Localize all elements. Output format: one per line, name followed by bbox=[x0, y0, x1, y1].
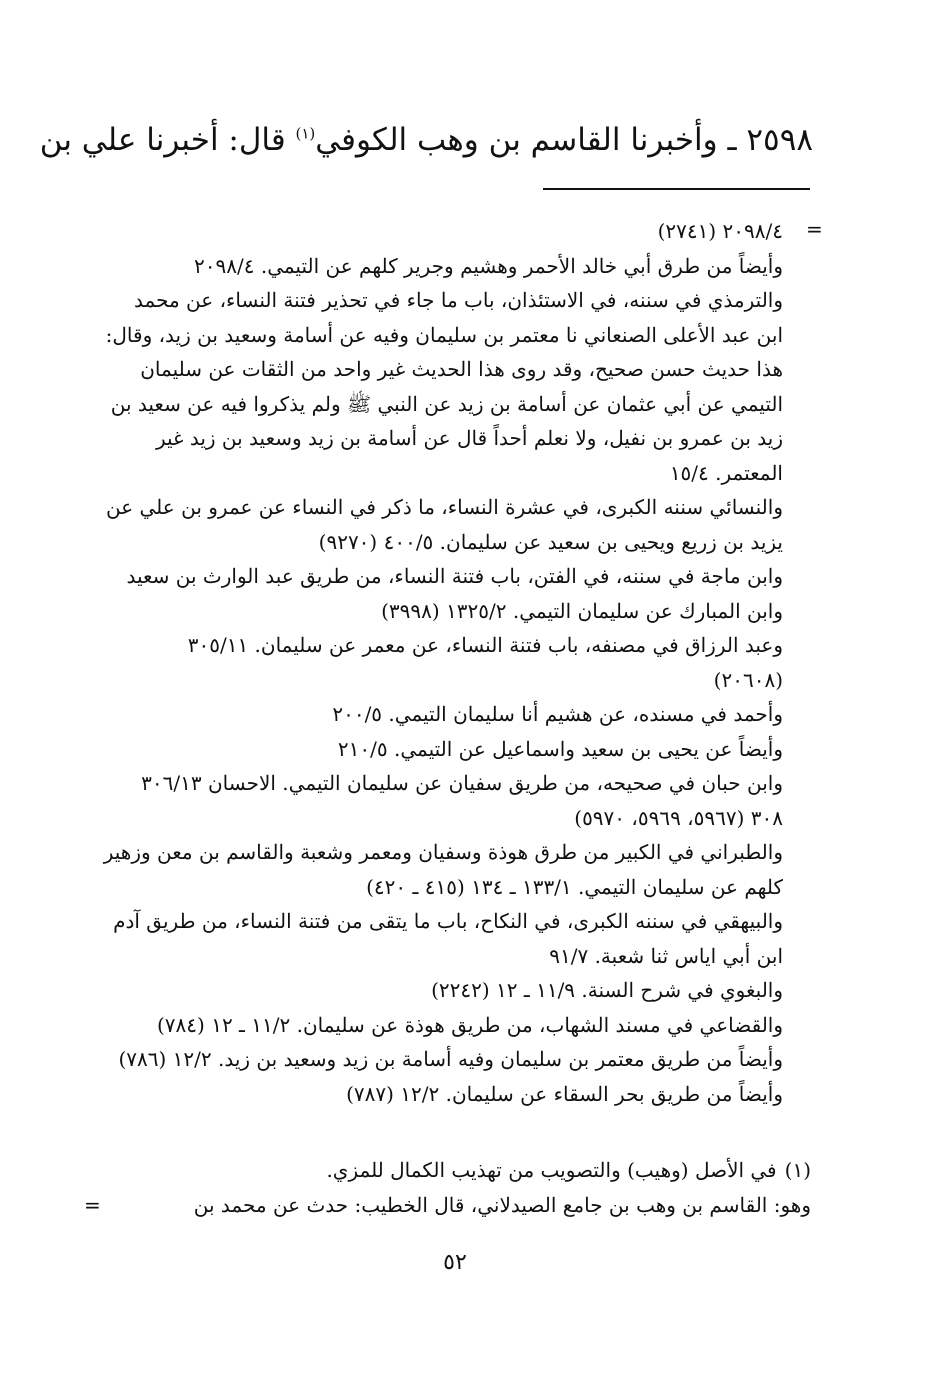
footnote-continuation-mark: = bbox=[84, 1193, 101, 1217]
text-line: والبيهقي في سننه الكبرى، في النكاح، باب ما يتقى من فتنة النساء، من طريق آدم bbox=[113, 909, 783, 933]
text-line: وأيضاً من طرق أبي خالد الأحمر وهشيم وجرير كلهم عن التيمي. ٢٠٩٨/٤ bbox=[194, 253, 783, 278]
text-line: وأحمد في مسنده، عن هشيم أنا سليمان التيمي. ٢٠٠/٥ bbox=[332, 702, 783, 726]
text-line: المعتمر. ١٥/٤ bbox=[669, 460, 783, 485]
text-line: وأيضاً من طريق معتمر بن سليمان وفيه أسامة بن زيد وسعيد بن زيد. ١٢/٢ (٧٨٦) bbox=[118, 1047, 783, 1071]
footnote-text: في الأصل (وهيب) والتصويب من تهذيب الكمال للمزي. bbox=[326, 1158, 777, 1182]
text-line: والطبراني في الكبير من طرق هوذة وسفيان ومعمر وشعبة والقاسم بن معن وزهير bbox=[103, 840, 783, 864]
text-line: كلهم عن سليمان التيمي. ١٣٣/١ ـ ١٣٤ (٤١٥ ـ ٤٢٠) bbox=[366, 874, 783, 899]
footnote-continuation-block bbox=[103, 214, 783, 1111]
page-number: ٥٢ bbox=[443, 1250, 467, 1275]
text-line: وابن حبان في صحيحه، من طريق سفيان عن سليمان التيمي. الاحسان ٣٠٦/١٣ bbox=[141, 771, 783, 795]
text-line: ابن عبد الأعلى الصنعاني نا معتمر بن سليمان وفيه عن أسامة وسعيد بن زيد، وقال: bbox=[105, 322, 783, 347]
text-line: يزيد بن زريع ويحيى بن سعيد عن سليمان. ٤٠٠/٥ (٩٢٧٠) bbox=[318, 529, 783, 554]
text-line: هذا حديث حسن صحيح، وقد روى هذا الحديث غير واحد من الثقات عن سليمان bbox=[140, 357, 783, 381]
text-line: ابن أبي اياس ثنا شعبة. ٩١/٧ bbox=[549, 943, 783, 968]
text-line: التيمي عن أبي عثمان عن أسامة بن زيد عن النبي ﷺ ولم يذكروا فيه عن سعيد بن bbox=[110, 391, 783, 416]
text-line: وابن ماجة في سننه، في الفتن، باب فتنة النساء، من طريق عبد الوارث بن سعيد bbox=[126, 564, 783, 588]
heading-tail: قال: أخبرنا علي بن bbox=[39, 122, 296, 158]
hadith-heading bbox=[39, 118, 813, 162]
footnote-marker: (١) bbox=[784, 1158, 811, 1182]
separator-rule bbox=[543, 188, 810, 190]
text-line: ٣٠٨ (٥٩٦٧، ٥٩٦٩، ٥٩٧٠) bbox=[574, 805, 783, 830]
text-line: وابن المبارك عن سليمان التيمي. ١٣٢٥/٢ (٣٩٩٨) bbox=[381, 598, 783, 623]
text-line: وأيضاً من طريق بحر السقاء عن سليمان. ١٢/٢ (٧٨٧) bbox=[346, 1081, 783, 1106]
text-line: ٢٠٩٨/٤ (٢٧٤١) bbox=[657, 219, 783, 243]
heading-text: ٢٥٩٨ ـ وأخبرنا القاسم بن وهب الكوفي bbox=[315, 122, 813, 158]
text-line: وأيضاً عن يحيى بن سعيد واسماعيل عن التيمي. ٢١٠/٥ bbox=[337, 736, 783, 761]
footnote-1-line-2: وهو: القاسم بن وهب بن جامع الصيدلاني، قال الخطيب: حدث عن محمد بن bbox=[193, 1193, 811, 1217]
text-line: وعبد الرزاق في مصنفه، باب فتنة النساء، عن معمر عن سليمان. ٣٠٥/١١ bbox=[187, 633, 783, 657]
text-line: (٢٠٦٠٨) bbox=[713, 667, 783, 692]
footnotes bbox=[121, 1153, 811, 1223]
text-line: والقضاعي في مسند الشهاب، من طريق هوذة عن سليمان. ١١/٢ ـ ١٢ (٧٨٤) bbox=[156, 1012, 783, 1037]
continuation-mark: = bbox=[806, 217, 823, 241]
text-line: والبغوي في شرح السنة. ١١/٩ ـ ١٢ (٢٢٤٢) bbox=[431, 978, 783, 1002]
text-line: والنسائي سننه الكبرى، في عشرة النساء، ما ذكر في النساء عن عمرو بن علي عن bbox=[106, 495, 783, 519]
text-line: زيد بن عمرو بن نفيل، ولا نعلم أحداً قال عن أسامة بن زيد وسعيد بن زيد غير bbox=[155, 426, 783, 450]
footnote-reference: (١) bbox=[295, 124, 316, 143]
text-line: والترمذي في سننه، في الاستئذان، باب ما جاء في تحذير فتنة النساء، عن محمد bbox=[134, 288, 783, 312]
footnote-1 bbox=[121, 1153, 811, 1188]
